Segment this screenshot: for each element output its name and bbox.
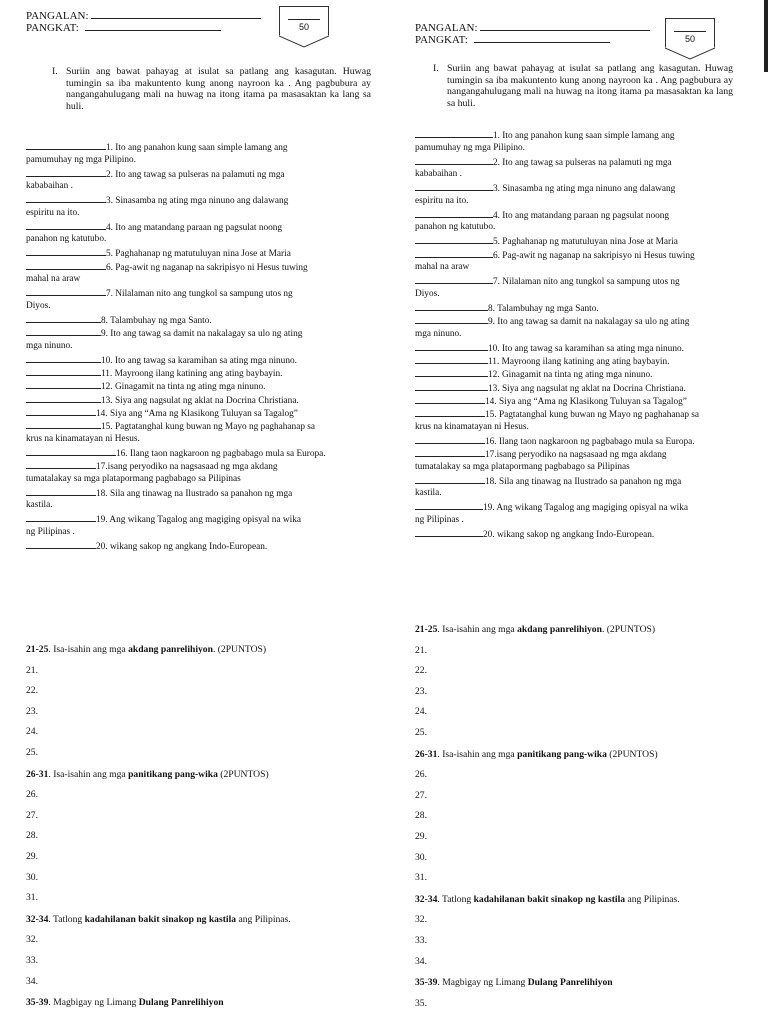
name-label: PANGALAN: xyxy=(415,22,478,34)
question-text: 8. Talambuhay ng mga Santo. xyxy=(488,303,599,314)
section-post: . (2PUNTOS) xyxy=(601,624,656,635)
section-post: ang Pilipinas. xyxy=(625,893,680,905)
answer-line[interactable]: 25. xyxy=(415,727,427,738)
score-line xyxy=(674,31,706,32)
question-text: 20. wikang sakop ng angkang Indo-European. xyxy=(483,530,655,540)
question-text: 7. Nilalaman nito ang tungkol sa sampung utos ng xyxy=(106,289,293,300)
section-topic: Dulang Panrelihiyon xyxy=(527,977,613,989)
name-label: PANGALAN: xyxy=(26,10,89,22)
question-text: 7. Nilalaman nito ang tungkol sa sampung utos ng xyxy=(493,277,680,288)
question-item xyxy=(415,128,675,154)
question-text-cont: espiritu na ito. xyxy=(415,195,469,206)
question-text: 16. Ilang taon nagkaroon ng pagbabago mula sa Europa. xyxy=(116,448,326,459)
section-heading xyxy=(415,977,613,989)
question-text: 11. Mayroong ilang katining ang ating baybayin. xyxy=(488,357,670,368)
question-item xyxy=(415,447,667,473)
question-text-cont: pamumuhay ng mga Pilipino. xyxy=(26,154,137,165)
answer-line[interactable]: 34. xyxy=(26,975,38,987)
question-text: 6. Pag-awit ng naganap na sakripisyo ni Hesus tuwing xyxy=(106,262,308,273)
question-item xyxy=(26,286,293,312)
section-pre: . Tatlong xyxy=(437,893,474,905)
answer-line[interactable]: 30. xyxy=(26,871,38,883)
section-pre: . Isa-isahin ang mga xyxy=(437,624,518,635)
answer-blank[interactable] xyxy=(415,274,493,284)
answer-line[interactable]: 27. xyxy=(26,809,38,821)
section-pre: . Magbigay ng Limang xyxy=(48,997,139,1009)
answer-blank[interactable] xyxy=(415,434,485,444)
question-text: 19. Ang wikang Tagalog ang magiging opisyal na wika xyxy=(483,503,688,514)
section-pre: . Isa-isahin ang mga xyxy=(48,644,129,655)
score-badge xyxy=(665,18,715,47)
answer-line[interactable]: 24. xyxy=(26,726,38,738)
answer-line[interactable]: 31. xyxy=(26,892,38,904)
answer-blank[interactable] xyxy=(26,313,101,323)
question-text: 12. Ginagamit na tinta ng ating mga ninuno. xyxy=(101,382,266,393)
answer-blank[interactable] xyxy=(26,393,101,403)
section-post: . (2PUNTOS) xyxy=(212,644,267,655)
answer-blank[interactable] xyxy=(26,539,96,549)
answer-line[interactable]: 29. xyxy=(26,851,38,862)
answer-blank[interactable] xyxy=(26,459,96,469)
section-topic: kadahilanan bakit sinakop ng kastila xyxy=(84,913,237,925)
section-topic: kadahilanan bakit sinakop ng kastila xyxy=(473,893,626,905)
answer-blank[interactable] xyxy=(26,486,96,496)
answer-blank[interactable] xyxy=(26,167,106,177)
section-range: 32-34 xyxy=(26,913,49,925)
answer-line[interactable]: 21. xyxy=(415,644,427,656)
question-item xyxy=(26,539,267,554)
section-line xyxy=(85,21,221,31)
section-topic: panitikang pang-wika xyxy=(128,768,218,780)
answer-line[interactable]: 26. xyxy=(415,769,427,781)
answer-line[interactable]: 21. xyxy=(26,664,38,676)
answer-line[interactable]: 31. xyxy=(415,872,427,884)
question-text: 9. Ito ang tawag sa damit na nakalagay sa ulo ng ating xyxy=(488,317,690,328)
answer-line[interactable]: 33. xyxy=(415,935,427,946)
question-text-cont: kastila. xyxy=(415,488,442,499)
section-range: 21-25 xyxy=(415,624,438,635)
question-text: 10. Ito ang tawag sa karamihan sa ating mga ninuno. xyxy=(488,343,684,354)
badge-point xyxy=(279,34,329,48)
question-text-cont: Diyos. xyxy=(26,300,51,311)
section-post: ang Pilipinas. xyxy=(236,913,291,925)
answer-line[interactable]: 34. xyxy=(415,955,427,967)
name-line xyxy=(480,21,650,31)
question-text: 17.isang peryodiko na nagsasaad ng mga akdang xyxy=(485,450,667,461)
score-total: 50 xyxy=(298,22,309,32)
answer-blank[interactable] xyxy=(415,367,488,377)
answer-blank[interactable] xyxy=(415,527,483,537)
answer-blank[interactable] xyxy=(26,512,96,522)
section-range: 26-31 xyxy=(26,768,49,780)
section-line xyxy=(474,33,610,43)
section-pre: . Tatlong xyxy=(48,913,85,925)
answer-blank[interactable] xyxy=(415,381,488,391)
question-text: 10. Ito ang tawag sa karamihan sa ating mga ninuno. xyxy=(101,355,297,366)
question-text: 18. Sila ang tinawag na Ilustrado sa panahon ng mga xyxy=(485,476,682,487)
answer-line[interactable]: 30. xyxy=(415,851,427,863)
question-item xyxy=(26,326,302,352)
question-text-cont: ng Pilipinas . xyxy=(26,526,75,537)
question-text: 20. wikang sakop ng angkang Indo-European. xyxy=(96,542,268,552)
section-heading xyxy=(415,749,658,761)
name-line xyxy=(91,9,261,19)
answer-blank[interactable] xyxy=(415,341,488,351)
question-text-cont: mahal na araw xyxy=(26,274,81,285)
answer-blank[interactable] xyxy=(26,406,96,416)
question-text: 15. Pagtatanghal kung buwan ng Mayo ng paghahanap sa xyxy=(485,410,700,421)
question-text-cont: ng Pilipinas . xyxy=(415,514,464,525)
question-item xyxy=(26,486,292,512)
answer-blank[interactable] xyxy=(415,500,483,510)
question-text: 5. Paghahanap ng matutuluyan nina Jose at Maria xyxy=(106,249,291,260)
score-line xyxy=(288,19,320,20)
section-pre: . Isa-isahin ang mga xyxy=(437,748,518,760)
section-pre: . Isa-isahin ang mga xyxy=(48,768,129,780)
answer-line[interactable]: 26. xyxy=(26,789,38,801)
question-item xyxy=(415,407,699,433)
instructions-number: I. xyxy=(433,63,439,74)
section-topic: Dulang Panrelihiyon xyxy=(138,997,224,1009)
answer-line[interactable]: 29. xyxy=(415,831,427,842)
question-text-cont: tumatalakay sa mga platapormang pagbabago sa Pilipinas xyxy=(26,473,241,484)
section-heading xyxy=(26,914,291,926)
section-heading xyxy=(26,769,269,781)
question-item xyxy=(415,500,688,526)
answer-line[interactable]: 27. xyxy=(415,789,427,801)
section-field[interactable] xyxy=(415,33,610,47)
answer-line[interactable]: 32. xyxy=(415,914,427,926)
question-text-cont: mga ninuno. xyxy=(26,340,73,351)
section-label: PANGKAT: xyxy=(415,34,468,46)
answer-line[interactable]: 24. xyxy=(415,706,427,718)
question-text-cont: kababaihan . xyxy=(415,169,462,180)
answer-blank[interactable] xyxy=(26,246,106,256)
question-text-cont: kababaihan . xyxy=(26,181,73,192)
question-item xyxy=(26,167,285,193)
worksheet-copy-left xyxy=(26,0,371,1024)
question-text-cont: panahon ng katutubo. xyxy=(415,222,496,233)
section-range: 26-31 xyxy=(415,748,438,760)
question-text: 1. Ito ang panahon kung saan simple lamang ang xyxy=(493,131,675,141)
question-item xyxy=(415,474,681,500)
question-text: 2. Ito ang tawag sa pulseras na palamuti ng mga xyxy=(106,169,285,180)
score-total: 50 xyxy=(684,34,695,44)
question-item xyxy=(26,512,301,538)
question-text-cont: tumatalakay sa mga platapormang pagbabago sa Pilipinas xyxy=(415,461,630,472)
answer-line[interactable]: 22. xyxy=(26,685,38,697)
section-post: (2PUNTOS) xyxy=(217,768,269,780)
answer-line[interactable]: 23. xyxy=(26,705,38,717)
section-heading xyxy=(26,997,224,1009)
answer-blank[interactable] xyxy=(415,181,493,191)
question-text-cont: Diyos. xyxy=(415,288,440,299)
question-text: 2. Ito ang tawag sa pulseras na palamuti ng mga xyxy=(493,157,672,168)
answer-blank[interactable] xyxy=(26,286,106,296)
section-field[interactable] xyxy=(26,21,221,35)
badge-point xyxy=(665,46,715,60)
question-item xyxy=(26,193,288,219)
answer-blank[interactable] xyxy=(26,260,106,270)
answer-blank[interactable] xyxy=(26,446,116,456)
question-text: 15. Pagtatanghal kung buwan ng Mayo ng paghahanap sa xyxy=(101,422,316,433)
question-item xyxy=(415,314,689,340)
question-item xyxy=(415,248,695,274)
question-text: 12. Ginagamit na tinta ng ating mga ninuno. xyxy=(488,370,653,381)
question-text: 4. Ito ang matandang paraan ng pagsulat noong xyxy=(106,222,283,233)
question-text: 13. Siya ang nagsulat ng aklat na Docrina Christiana. xyxy=(488,383,686,394)
answer-blank[interactable] xyxy=(26,353,101,363)
question-text: 9. Ito ang tawag sa damit na nakalagay sa ulo ng ating xyxy=(101,329,303,340)
section-topic: panitikang pang-wika xyxy=(517,748,607,760)
answer-line[interactable]: 28. xyxy=(26,830,38,842)
question-text: 13. Siya ang nagsulat ng aklat na Docrina Christiana. xyxy=(101,395,299,406)
instructions-text: Suriin ang bawat pahayag at isulat sa patlang ang kasagutan. Huwag tumingin sa iba makuntento kung anong nayroon ka . Ang pagbubura ay nangangahulugang mali na huwag na itong itama pa masasaktan ka lang sa huli. xyxy=(447,63,733,109)
instructions xyxy=(52,66,371,112)
answer-line[interactable]: 35. xyxy=(415,997,427,1009)
answer-blank[interactable] xyxy=(26,366,101,376)
section-range: 35-39 xyxy=(26,997,49,1009)
answer-line[interactable]: 22. xyxy=(415,665,427,677)
question-item xyxy=(415,208,669,234)
question-text-cont: kastila. xyxy=(26,500,53,511)
question-text: 5. Paghahanap ng matutuluyan nina Jose at Maria xyxy=(493,237,678,248)
question-item xyxy=(415,527,654,542)
section-heading xyxy=(415,624,655,636)
question-text-cont: mga ninuno. xyxy=(415,328,462,339)
question-text-cont: mahal na araw xyxy=(415,262,470,273)
section-topic: akdang panrelihiyon xyxy=(128,644,213,655)
question-text-cont: krus na kinamatayan ni Hesus. xyxy=(26,433,140,444)
question-text-cont: espiritu na ito. xyxy=(26,207,80,218)
section-range: 21-25 xyxy=(26,644,49,655)
section-topic: akdang panrelihiyon xyxy=(517,624,602,635)
question-text: 6. Pag-awit ng naganap na sakripisyo ni Hesus tuwing xyxy=(493,250,695,261)
answer-blank[interactable] xyxy=(26,379,101,389)
worksheet-copy-right xyxy=(415,0,760,1024)
question-item xyxy=(26,220,282,246)
question-item xyxy=(415,181,675,207)
question-text: 11. Mayroong ilang katining ang ating baybayin. xyxy=(101,369,283,380)
answer-blank[interactable] xyxy=(26,193,106,203)
question-text: 17.isang peryodiko na nagsasaad ng mga akdang xyxy=(96,462,278,473)
answer-blank[interactable] xyxy=(415,474,485,484)
answer-blank[interactable] xyxy=(26,326,101,336)
question-text-cont: krus na kinamatayan ni Hesus. xyxy=(415,421,529,432)
question-text: 1. Ito ang panahon kung saan simple lamang ang xyxy=(106,143,288,153)
question-item xyxy=(26,419,315,445)
answer-blank[interactable] xyxy=(415,234,493,244)
answer-blank[interactable] xyxy=(26,140,106,150)
section-heading xyxy=(415,894,680,906)
answer-line[interactable]: 25. xyxy=(26,747,38,758)
question-text-cont: pamumuhay ng mga Pilipino. xyxy=(415,142,526,153)
answer-blank[interactable] xyxy=(415,248,493,258)
question-text: 18. Sila ang tinawag na Ilustrado sa panahon ng mga xyxy=(96,488,293,499)
answer-line[interactable]: 33. xyxy=(26,955,38,966)
question-text-cont: panahon ng katutubo. xyxy=(26,234,107,245)
section-pre: . Magbigay ng Limang xyxy=(437,977,528,989)
question-item xyxy=(26,459,278,485)
section-post: (2PUNTOS) xyxy=(606,748,658,760)
answer-blank[interactable] xyxy=(26,220,106,230)
question-text: 14. Siya ang “Ama ng Klasikong Tuluyan sa Tagalog” xyxy=(485,397,687,407)
answer-blank[interactable] xyxy=(415,394,485,404)
page-edge-bar xyxy=(764,0,768,72)
question-text: 19. Ang wikang Tagalog ang magiging opisyal na wika xyxy=(96,515,301,526)
question-item xyxy=(415,274,680,300)
instructions-number: I. xyxy=(52,66,58,77)
answer-blank[interactable] xyxy=(415,155,493,165)
answer-blank[interactable] xyxy=(415,314,488,324)
question-text: 8. Talambuhay ng mga Santo. xyxy=(101,315,212,326)
answer-blank[interactable] xyxy=(415,354,488,364)
section-range: 32-34 xyxy=(415,893,438,905)
answer-line[interactable]: 28. xyxy=(415,810,427,822)
answer-blank[interactable] xyxy=(415,128,493,138)
question-item xyxy=(415,155,672,181)
section-heading xyxy=(26,644,266,656)
answer-blank[interactable] xyxy=(415,447,485,457)
score-badge xyxy=(279,6,329,35)
answer-blank[interactable] xyxy=(26,419,101,429)
answer-line[interactable]: 23. xyxy=(415,685,427,697)
section-range: 35-39 xyxy=(415,977,438,989)
instructions xyxy=(433,63,733,109)
question-item xyxy=(26,260,308,286)
answer-blank[interactable] xyxy=(415,301,488,311)
answer-blank[interactable] xyxy=(415,208,493,218)
answer-blank[interactable] xyxy=(415,407,485,417)
question-text: 3. Sinasamba ng ating mga ninuno ang dalawang xyxy=(106,196,289,207)
answer-line[interactable]: 32. xyxy=(26,934,38,946)
instructions-text: Suriin ang bawat pahayag at isulat sa patlang ang kasagutan. Huwag tumingin sa iba makuntento kung anong nayroon ka . Ang pagbubura ay nangangahulugang mali na huwag na itong itama pa masasaktan ka lang sa huli. xyxy=(66,66,371,112)
question-text: 16. Ilang taon nagkaroon ng pagbabago mula sa Europa. xyxy=(485,436,695,447)
section-label: PANGKAT: xyxy=(26,22,79,34)
question-item xyxy=(26,140,288,166)
question-text: 3. Sinasamba ng ating mga ninuno ang dalawang xyxy=(493,184,676,195)
question-text: 14. Siya ang “Ama ng Klasikong Tuluyan sa Tagalog” xyxy=(96,409,298,419)
question-text: 4. Ito ang matandang paraan ng pagsulat noong xyxy=(493,210,670,221)
